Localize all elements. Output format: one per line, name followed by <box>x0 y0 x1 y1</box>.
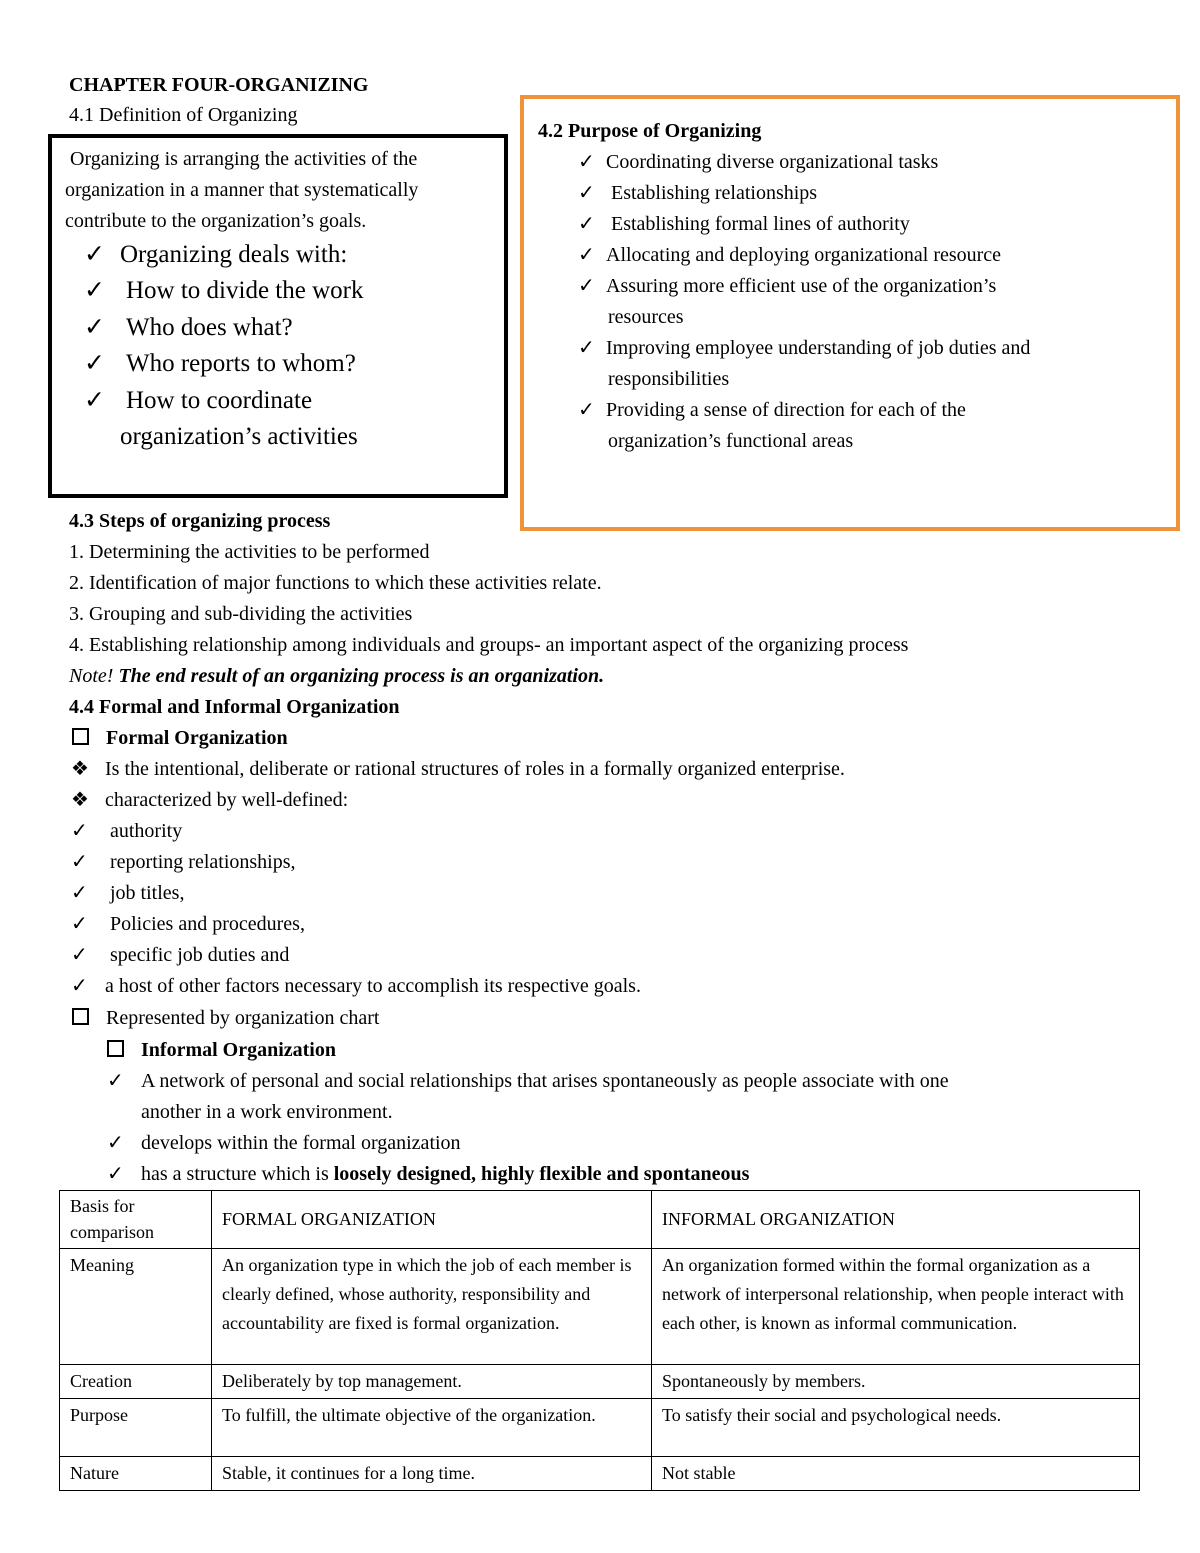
check-icon: ✓ <box>84 277 105 304</box>
check-icon: ✓ <box>71 975 88 997</box>
deals-item: ✓ How to divide the work <box>84 273 363 310</box>
deals-item: ✓ Who reports to whom? <box>84 346 356 383</box>
step-item: 3. Grouping and sub-dividing the activities <box>69 603 413 625</box>
formal-check: ✓ specific job duties and <box>71 940 289 971</box>
formal-check: ✓ reporting relationships, <box>71 847 296 878</box>
table-header-row <box>60 1191 1140 1249</box>
informal-item: ✓ A network of personal and social relationships that arises spontaneously as people associate with one <box>107 1066 949 1097</box>
informal-item: ✓ has a structure which is loosely designed, highly flexible and spontaneous <box>107 1159 749 1190</box>
check-icon: ✓ <box>71 851 88 873</box>
purpose-box <box>520 95 1180 531</box>
check-icon: ✓ <box>84 350 105 377</box>
informal-heading: Informal Organization <box>107 1035 336 1066</box>
purpose-item: ✓ Coordinating diverse organizational tasks <box>578 147 938 178</box>
note: Note! The end result of an organizing process is an organization. <box>69 665 605 687</box>
table-row <box>60 1249 1140 1365</box>
deals-item-continued: organization’s activities <box>120 423 358 450</box>
table-cell: An organization formed within the formal organization as a network of interpersonal relationship, when people interact with each other, is known as informal communication. <box>652 1249 1140 1365</box>
check-icon: ✓ <box>107 1163 124 1185</box>
check-icon: ✓ <box>578 399 595 421</box>
table-cell: To satisfy their social and psychological needs. <box>652 1399 1140 1457</box>
formal-check: ✓ a host of other factors necessary to accomplish its respective goals. <box>71 971 641 1002</box>
table-cell: Creation <box>60 1365 212 1399</box>
purpose-item: ✓ Providing a sense of direction for each of the <box>578 395 966 426</box>
informal-item: ✓ develops within the formal organization <box>107 1128 461 1159</box>
section-42-heading: 4.2 Purpose of Organizing <box>538 120 762 142</box>
table-cell: Meaning <box>60 1249 212 1365</box>
definition-line: contribute to the organization’s goals. <box>65 210 367 232</box>
represented-line: Represented by organization chart <box>72 1003 379 1034</box>
informal-item-continued: another in a work environment. <box>141 1101 393 1123</box>
purpose-item-continued: organization’s functional areas <box>608 430 854 452</box>
chapter-title: CHAPTER FOUR-ORGANIZING <box>69 74 369 96</box>
formal-point: ❖ Is the intentional, deliberate or rational structures of roles in a formally organized enterprise. <box>71 754 845 785</box>
check-icon: ✓ <box>84 314 105 341</box>
definition-line: Organizing is arranging the activities of the <box>70 148 418 170</box>
square-bullet-icon <box>107 1040 124 1057</box>
section-41-heading: 4.1 Definition of Organizing <box>69 104 298 126</box>
check-icon: ✓ <box>107 1070 124 1092</box>
diamond-bullet-icon: ❖ <box>71 789 89 811</box>
purpose-item: ✓ Establishing formal lines of authority <box>578 209 910 240</box>
table-cell: Not stable <box>652 1457 1140 1491</box>
purpose-item: ✓ Establishing relationships <box>578 178 817 209</box>
formal-check: ✓ authority <box>71 816 182 847</box>
formal-check: ✓ job titles, <box>71 878 184 909</box>
definition-line: organization in a manner that systematically <box>65 179 419 201</box>
check-icon: ✓ <box>84 387 105 414</box>
table-cell: Nature <box>60 1457 212 1491</box>
check-icon: ✓ <box>71 820 88 842</box>
table-header-cell: INFORMAL ORGANIZATION <box>652 1191 1140 1249</box>
deals-item: ✓ Who does what? <box>84 310 293 347</box>
check-icon: ✓ <box>578 275 595 297</box>
step-item: 4. Establishing relationship among individuals and groups- an important aspect of the organizing process <box>69 634 909 656</box>
diamond-bullet-icon: ❖ <box>71 758 89 780</box>
check-icon: ✓ <box>578 182 595 204</box>
purpose-item: ✓ Assuring more efficient use of the organization’s <box>578 271 996 302</box>
table-row <box>60 1457 1140 1491</box>
purpose-item: ✓ Allocating and deploying organizational resource <box>578 240 1001 271</box>
section-44-heading: 4.4 Formal and Informal Organization <box>69 696 400 718</box>
table-cell: Deliberately by top management. <box>212 1365 652 1399</box>
check-icon: ✓ <box>578 151 595 173</box>
table-header-cell: FORMAL ORGANIZATION <box>212 1191 652 1249</box>
purpose-item-continued: responsibilities <box>608 368 730 390</box>
check-icon: ✓ <box>71 913 88 935</box>
table-cell: An organization type in which the job of each member is clearly defined, whose authority, responsibility and accountability are fixed is formal organization. <box>212 1249 652 1365</box>
square-bullet-icon <box>72 1008 89 1025</box>
comparison-table <box>59 1190 1140 1491</box>
deals-item: ✓ Organizing deals with: <box>84 237 347 274</box>
step-item: 1. Determining the activities to be performed <box>69 541 430 563</box>
formal-check: ✓ Policies and procedures, <box>71 909 305 940</box>
table-header-cell: Basis for comparison <box>60 1191 212 1249</box>
purpose-item-continued: resources <box>608 306 684 328</box>
formal-point: ❖ characterized by well-defined: <box>71 785 348 816</box>
step-item: 2. Identification of major functions to which these activities relate. <box>69 572 602 594</box>
check-icon: ✓ <box>578 337 595 359</box>
check-icon: ✓ <box>84 241 105 268</box>
deals-item: ✓ How to coordinate <box>84 383 312 420</box>
table-cell: Purpose <box>60 1399 212 1457</box>
purpose-item: ✓ Improving employee understanding of job duties and <box>578 333 1030 364</box>
table-cell: Spontaneously by members. <box>652 1365 1140 1399</box>
table-row <box>60 1365 1140 1399</box>
table-cell: To fulfill, the ultimate objective of the organization. <box>212 1399 652 1457</box>
table-row <box>60 1399 1140 1457</box>
check-icon: ✓ <box>71 882 88 904</box>
check-icon: ✓ <box>578 244 595 266</box>
square-bullet-icon <box>72 728 89 745</box>
check-icon: ✓ <box>107 1132 124 1154</box>
check-icon: ✓ <box>71 944 88 966</box>
check-icon: ✓ <box>578 213 595 235</box>
definition-box <box>48 134 508 498</box>
formal-heading: Formal Organization <box>72 723 288 754</box>
section-43-heading: 4.3 Steps of organizing process <box>69 510 331 532</box>
table-cell: Stable, it continues for a long time. <box>212 1457 652 1491</box>
